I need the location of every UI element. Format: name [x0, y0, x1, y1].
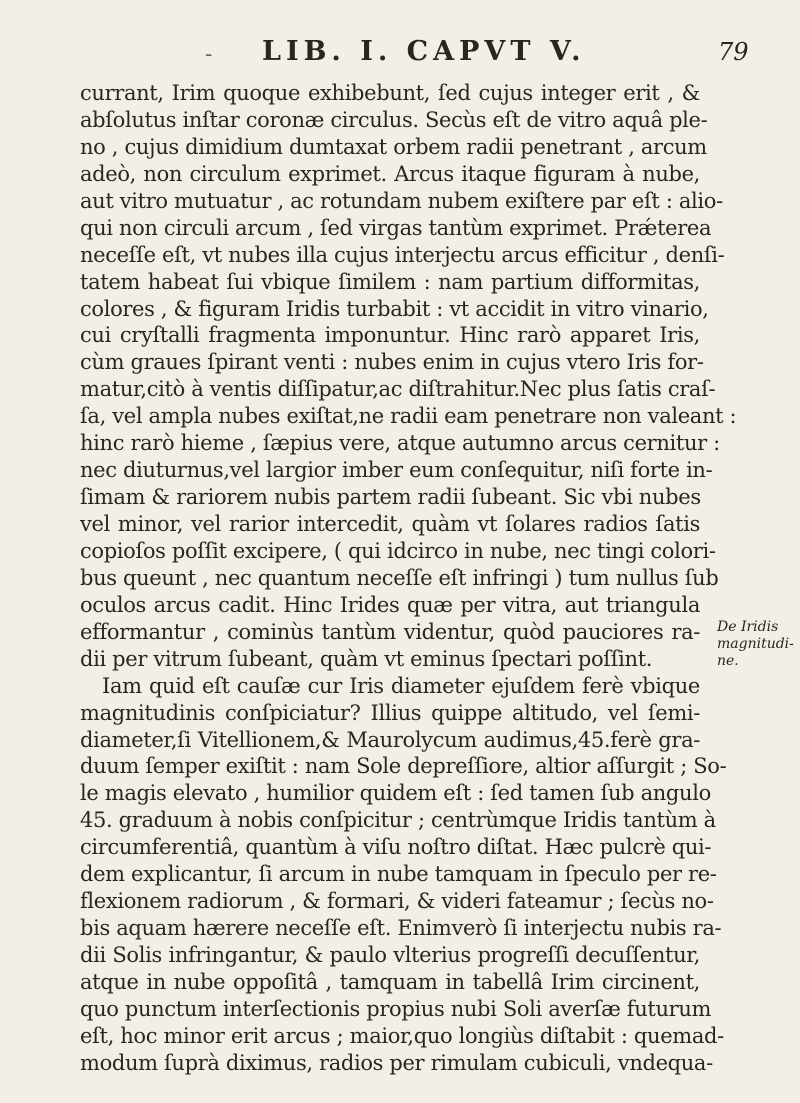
text-line: duum ſemper exiſtit : nam Sole depreſſiore, altior aſſurgit ; So- — [80, 754, 727, 779]
marginal-note — [717, 619, 797, 670]
text-line: hinc rarò hieme , ſæpius vere, atque autumno arcus cernitur : — [80, 431, 720, 456]
text-line: currant, Irim quoque exhibebunt, ſed cujus integer erit , & — [80, 81, 700, 105]
text-line: bus queunt , nec quantum neceſſe eſt infringi ) tum nullus ſub — [80, 565, 719, 590]
text-line: le magis elevato , humilior quidem eſt : ſed tamen ſub angulo — [80, 781, 711, 806]
text-line: flexionem radiorum , & formari, & videri fateamur ; ſecùs no- — [80, 889, 714, 914]
ornament-dash: - — [205, 42, 213, 67]
text-line: cùm graues ſpirant venti : nubes enim in cujus vtero Iris for- — [80, 350, 704, 375]
text-line: oculos arcus cadit. Hinc Irides quæ per vitra, aut triangula — [80, 592, 700, 617]
text-line: diameter,ſi Vitellionem,& Maurolycum audimus,45.ferè gra- — [80, 727, 700, 752]
text-line: matur,citò à ventis diſſipatur,ac diſtrahitur.Nec plus ſatis craſ- — [80, 377, 716, 402]
text-line: eſt, hoc minor erit arcus ; maior,quo longiùs diſtabit : quemad- — [80, 1023, 724, 1048]
text-line: colores , & figuram Iridis turbabit : vt accidit in vitro vinario, — [80, 296, 709, 321]
text-line: qui non circuli arcum , ſed virgas tantùm exprimet. Prǽterea — [80, 215, 712, 240]
text-line: magnitudinis conſpiciatur? Illius quippe altitudo, vel ſemi- — [80, 700, 700, 725]
marginal-note-line: De Iridis — [717, 619, 779, 635]
text-line: cui cryſtalli fragmenta imponuntur. Hinc rarò apparet Iris, — [80, 323, 700, 348]
text-line: quo punctum interſectionis propius nubi Soli averſæ futurum — [80, 996, 712, 1021]
body-text — [80, 80, 737, 1077]
text-line: aut vitro mutuatur , ac rotundam nubem exiſtere par eſt : alio- — [80, 188, 723, 213]
running-head — [0, 36, 800, 76]
running-title: LIB. I. CAPVT V. — [262, 36, 586, 67]
text-line: efformantur , cominùs tantùm videntur, quòd pauciores ra- — [80, 619, 700, 644]
text-line: neceſſe eſt, vt nubes illa cujus interjectu arcus efficitur , denſi- — [80, 242, 725, 267]
text-line: 45. graduum à nobis conſpicitur ; centrùmque Iridis tantùm à — [80, 808, 716, 833]
text-line: bis aquam hærere neceſſe eſt. Enimverò ſi interjectu nubis ra- — [80, 916, 722, 941]
text-line: copioſos poſſit excipere, ( qui idcirco in nube, nec tingi colori- — [80, 538, 716, 563]
text-line: vel minor, vel rarior intercedit, quàm vt ſolares radios ſatis — [80, 512, 700, 536]
text-line: dem explicantur, ſi arcum in nube tamquam in ſpeculo per re- — [80, 862, 717, 887]
text-line: adeò, non circulum exprimet. Arcus itaque figuram à nube, — [80, 161, 700, 186]
text-line: no , cujus dimidium dumtaxat orbem radii penetrant , arcum — [80, 134, 707, 159]
page-number: 79 — [718, 38, 749, 66]
text-line: Iam quid eſt cauſæ cur Iris diameter ejuſdem ferè vbique — [102, 673, 700, 698]
text-line: dii per vitrum ſubeant, quàm vt eminus ſpectari poſſint. — [80, 646, 653, 671]
text-line: tatem habeat ſui vbique ſimilem : nam partium difformitas, — [80, 269, 700, 294]
text-line: dii Solis infringantur, & paulo vlterius progreſſi decuſſentur, — [80, 943, 700, 967]
text-line: circumferentiâ, quantùm à viſu noſtro diſtat. Hæc pulcrè qui- — [80, 835, 712, 860]
text-line: atque in nube oppoſitâ , tamquam in tabellâ Irim circinent, — [80, 969, 700, 994]
marginal-note-line: magnitudi- — [717, 636, 794, 652]
text-line: ſa, vel ampla nubes exiſtat,ne radii eam penetrare non valeant : — [80, 404, 737, 429]
text-line: ſimam & rariorem nubis partem radii ſubeant. Sic vbi nubes — [80, 485, 701, 510]
text-line: abſolutus inſtar coronæ circulus. Secùs eſt de vitro aquâ ple- — [80, 107, 708, 132]
marginal-note-line: ne. — [717, 653, 739, 669]
text-line: modum ſuprà diximus, radios per rimulam cubiculi, vndequa- — [80, 1050, 713, 1075]
text-line: nec diuturnus,vel largior imber eum conſequitur, niſi forte in- — [80, 458, 713, 483]
